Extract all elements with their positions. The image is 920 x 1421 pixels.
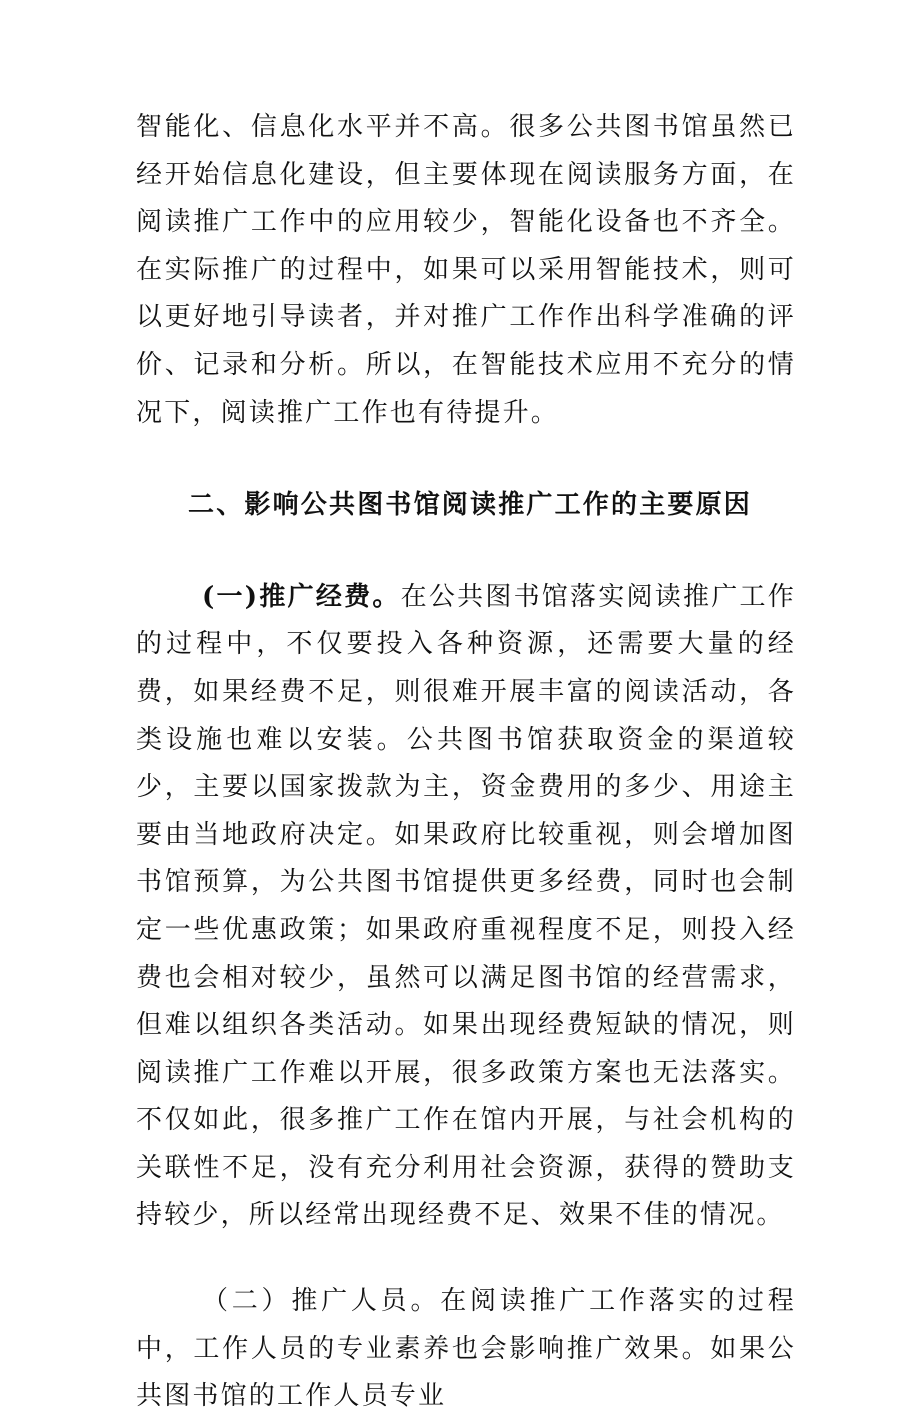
document-page	[136, 104, 796, 1421]
staff-paragraph	[136, 1278, 796, 1421]
staff-lead-title: （二）推广人员。	[202, 1286, 441, 1317]
funding-paragraph	[136, 574, 796, 1240]
funding-lead-title: (一)推广经费。	[202, 581, 401, 612]
intro-paragraph: 智能化、信息化水平并不高。很多公共图书馆虽然已经开始信息化建设，但主要体现在阅读服务方面，在阅读推广工作中的应用较少，智能化设备也不齐全。在实际推广的过程中，如果可以采用智能技术，则可以更好地引导读者，并对推广工作作出科学准确的评价、记录和分析。所以，在智能技术应用不充分的情况下，阅读推广工作也有待提升。	[136, 112, 796, 428]
staff-body-text: 在阅读推广工作落实的过程中，工作人员的专业素养也会影响推广效果。如果公共图书馆的工作人员专业	[136, 1286, 796, 1412]
funding-body-text: 在公共图书馆落实阅读推广工作的过程中，不仅要投入各种资源，还需要大量的经费，如果经费不足，则很难开展丰富的阅读活动，各类设施也难以安装。公共图书馆获取资金的渠道较少，主要以国家拨款为主，资金费用的多少、用途主要由当地政府决定。如果政府比较重视，则会增加图书馆预算，为公共图书馆提供更多经费，同时也会制定一些优惠政策；如果政府重视程度不足，则投入经费也会相对较少，虽然可以满足图书馆的经营需求，但难以组织各类活动。如果出现经费短缺的情况，则阅读推广工作难以开展，很多政策方案也无法落实。不仅如此，很多推广工作在馆内开展，与社会机构的关联性不足，没有充分利用社会资源，获得的赞助支持较少，所以经常出现经费不足、效果不佳的情况。	[136, 581, 796, 1231]
section-heading: 二、影响公共图书馆阅读推广工作的主要原因	[188, 490, 753, 521]
